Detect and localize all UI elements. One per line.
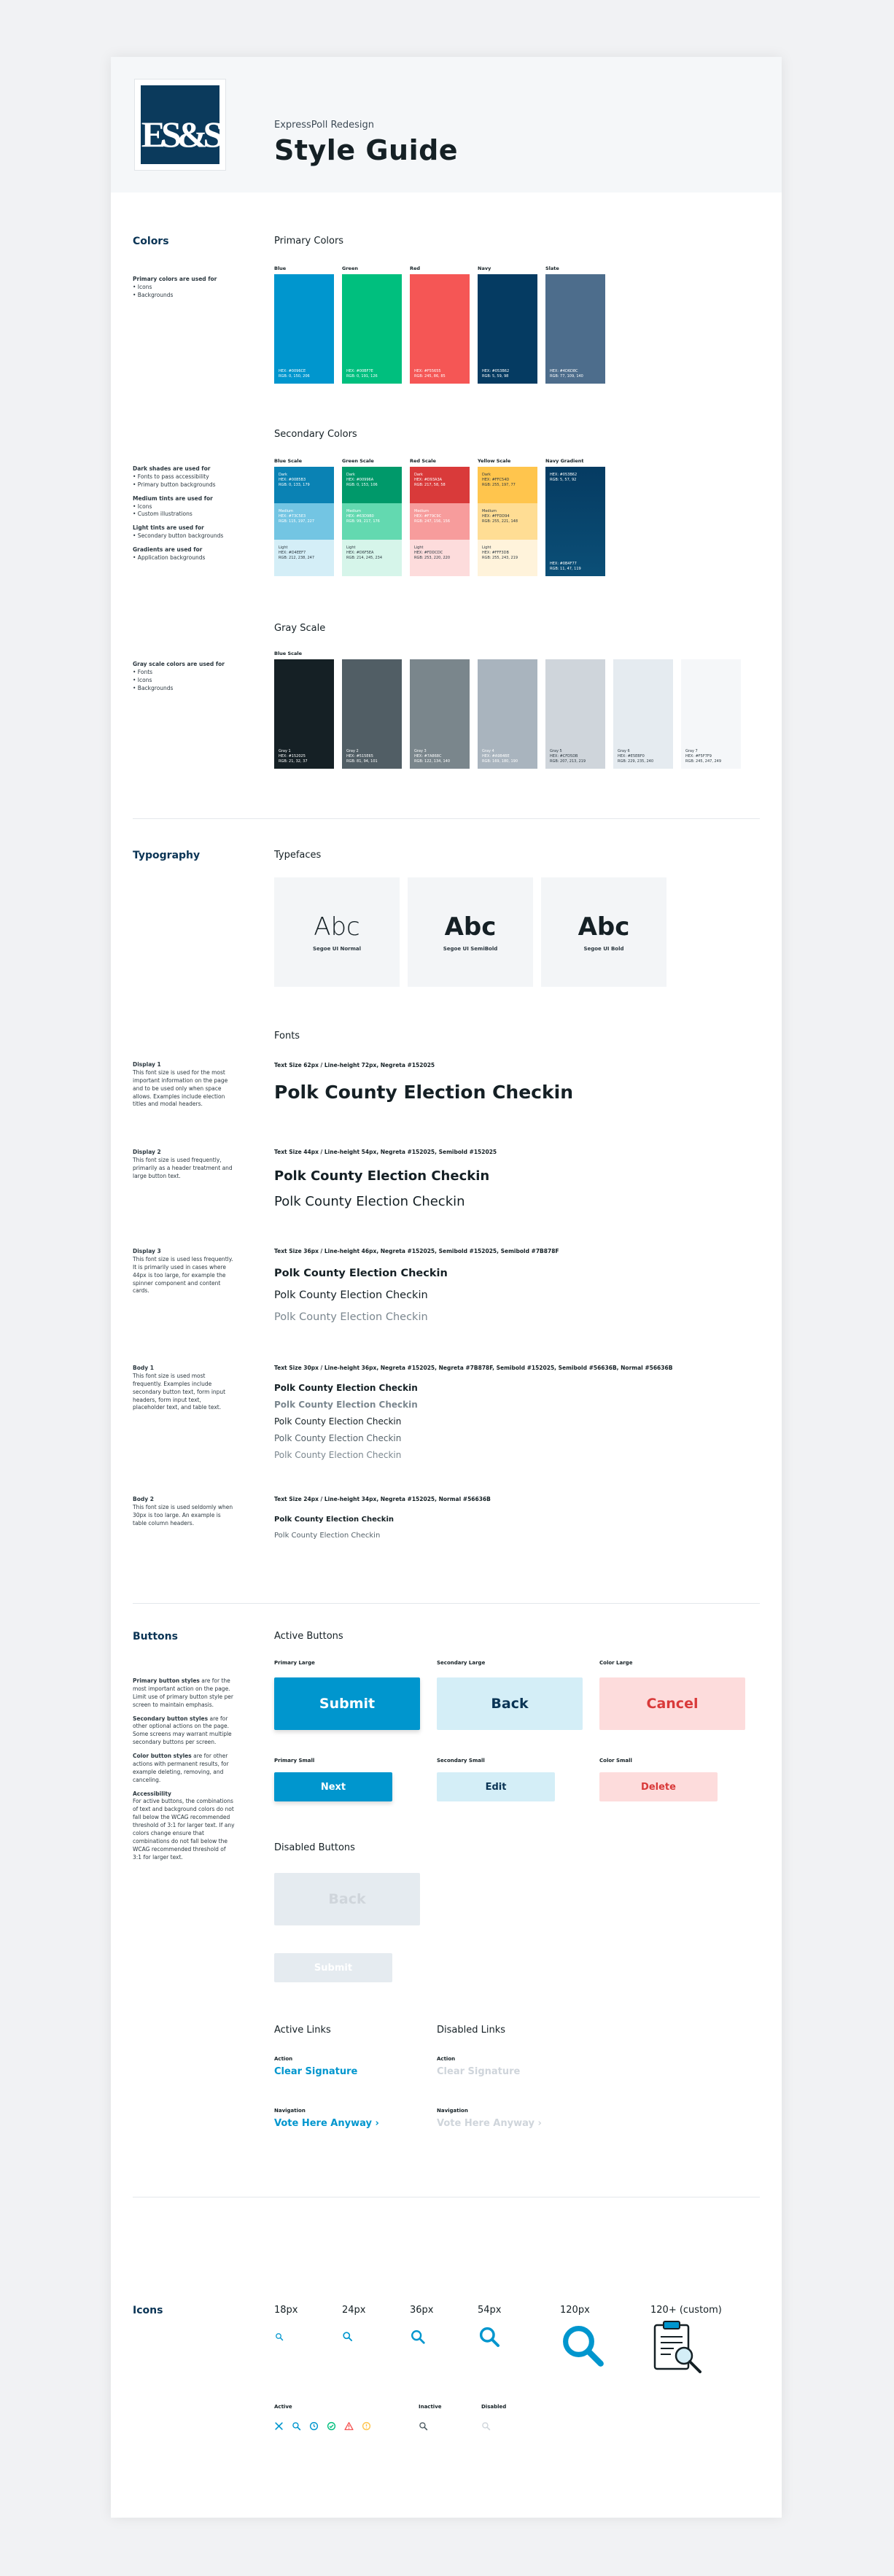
clipboard-search-icon	[652, 2319, 704, 2373]
note-items: • Secondary button backgrounds	[133, 532, 224, 540]
alert-circle-icon	[362, 2421, 371, 2431]
note-gap	[133, 540, 235, 546]
swatch-color	[478, 274, 537, 384]
swatch-hex: HEX: #00BF7E	[346, 369, 373, 373]
typeface-sample: Abc	[578, 912, 630, 942]
scale-cell-hex: HEX: #0085B3	[279, 477, 306, 482]
navigation-label: Navigation	[274, 2108, 306, 2114]
display-2-note	[133, 1149, 235, 1181]
secondary-swatches	[274, 458, 605, 576]
gray-scale-note	[133, 661, 235, 693]
gray-swatch	[613, 659, 673, 769]
note-lead: Dark shades are used for	[133, 465, 211, 472]
primary-large-label: Primary Large	[274, 1660, 315, 1666]
active-links-heading: Active Links	[274, 2025, 331, 2036]
typeface-label: Segoe UI SemiBold	[443, 946, 498, 952]
search-icon	[419, 2421, 428, 2431]
gray-swatch-hex: HEX: #7A868C	[414, 754, 442, 759]
note-lead: Gradients are used for	[133, 546, 203, 553]
color-scale	[478, 458, 537, 576]
scale-cell-hex: HEX: #D93A3A	[414, 477, 443, 482]
gray-swatch-values	[346, 749, 378, 764]
scale-cell-hex: HEX: #00996A	[346, 477, 374, 482]
display-3-sample: Polk County Election Checkin	[274, 1311, 428, 1323]
link-label: Vote Here Anyway	[274, 2118, 372, 2129]
secondary-colors-heading: Secondary Colors	[274, 429, 357, 440]
scale-cell-label: Medium	[346, 509, 361, 513]
display-2-sample: Polk County Election Checkin	[274, 1194, 465, 1209]
display-2-sample: Polk County Election Checkin	[274, 1168, 490, 1184]
gradient-bottom-rgb: RGB: 11, 47, 119	[550, 567, 581, 571]
scale-name: Green Scale	[342, 458, 374, 464]
swatch-color	[545, 274, 605, 384]
delete-button[interactable]: Delete	[599, 1772, 718, 1801]
gradient-bottom-hex: HEX: #0B4F77	[550, 562, 577, 566]
typeface-label: Segoe UI Normal	[312, 946, 362, 952]
scale-colors	[478, 467, 537, 576]
note-lead: Secondary button styles	[133, 1715, 209, 1722]
check-circle-icon	[327, 2421, 336, 2431]
gray-swatch-hex: HEX: #F5F7F9	[685, 754, 712, 759]
scale-cell-values	[482, 546, 518, 560]
color-scale	[545, 458, 605, 576]
display-1-note	[133, 1061, 235, 1109]
color-scale	[342, 458, 402, 576]
primary-swatches	[274, 265, 605, 384]
gray-group-label: Blue Scale	[274, 651, 303, 656]
note-items: • Icons • Backgrounds	[133, 283, 174, 298]
gray-swatch-hex: HEX: #CFD5DB	[550, 754, 578, 759]
swatch-rgb: RGB: 77, 109, 140	[550, 374, 583, 379]
note-text: are for other optional actions on the page. Some screens may warrant multiple secondary buttons per screen.	[133, 1715, 232, 1746]
buttons-section-title: Buttons	[133, 1631, 178, 1642]
typeface-sample: Abc	[444, 912, 497, 942]
divider	[133, 818, 760, 819]
scale-cell-rgb: RGB: 247, 156, 156	[414, 519, 451, 524]
chevron-right-icon: ›	[375, 2118, 379, 2129]
body-2-note	[133, 1496, 235, 1528]
display-3-spec: Text Size 36px / Line-height 46px, Negreta #152025, Semibold #152025, Semibold #7B878F	[274, 1248, 559, 1254]
scale-colors	[274, 467, 334, 576]
navigation-label: Navigation	[437, 2108, 468, 2114]
scale-name: Navy Gradient	[545, 458, 584, 464]
gray-scale-heading: Gray Scale	[274, 623, 326, 634]
gray-swatch-rgb: RGB: 207, 213, 219	[550, 759, 586, 764]
buttons-note	[133, 1677, 235, 1861]
warning-icon	[344, 2421, 354, 2431]
color-swatch	[410, 265, 470, 384]
app-name: ExpressPoll Redesign	[274, 120, 375, 131]
gray-swatch-name: Gray 4	[482, 749, 494, 753]
note-paragraph	[133, 1715, 235, 1747]
scale-cell-values	[279, 473, 310, 487]
gray-swatch	[478, 659, 537, 769]
gray-swatch-hex: HEX: #515E65	[346, 754, 373, 759]
swatch-name: Green	[342, 265, 358, 271]
scale-cell-values	[414, 509, 450, 524]
swatch-hex: HEX: #053B62	[482, 369, 510, 373]
swatch-values	[550, 369, 583, 379]
gradient-top-hex: HEX: #053B62	[550, 473, 578, 477]
note-lead: Gray scale colors are used for	[133, 661, 225, 667]
scale-cell-rgb: RGB: 99, 217, 176	[346, 519, 380, 524]
style-name: Body 2	[133, 1496, 154, 1502]
scale-name: Red Scale	[410, 458, 436, 464]
action-label: Action	[437, 2056, 456, 2062]
secondary-small-label: Secondary Small	[437, 1758, 485, 1764]
scale-cell	[274, 467, 334, 503]
typeface-sample: Abc	[314, 912, 360, 942]
scale-colors	[545, 467, 605, 576]
gray-swatch-values	[414, 749, 450, 764]
scale-cell-values	[414, 546, 450, 560]
active-buttons-heading: Active Buttons	[274, 1631, 343, 1642]
scale-cell-rgb: RGB: 217, 58, 58	[414, 482, 446, 487]
clear-signature-link[interactable]: Clear Signature	[274, 2066, 358, 2077]
search-icon	[292, 2421, 301, 2431]
gray-swatch	[410, 659, 470, 769]
close-icon	[274, 2421, 284, 2431]
scale-cell-rgb: RGB: 115, 197, 227	[279, 519, 315, 524]
icon-size-label: 36px	[410, 2305, 434, 2316]
style-desc: This font size is used most frequently. Examples include secondary button text, form input headers, form input text, placeholder text, and table text.	[133, 1372, 226, 1411]
disabled-icons-label: Disabled	[481, 2404, 507, 2410]
scale-cell-label: Light	[414, 546, 424, 550]
note-items: • Fonts to pass accessibility • Primary button backgrounds	[133, 473, 216, 488]
disabled-back-button[interactable]: Back	[274, 1873, 420, 1925]
typeface-card	[408, 877, 533, 987]
scale-cell-label: Dark	[414, 473, 423, 477]
search-icon	[342, 2331, 353, 2342]
swatch-color	[274, 274, 334, 384]
gray-swatch-rgb: RGB: 122, 134, 140	[414, 759, 451, 764]
color-scale	[410, 458, 470, 576]
typeface-card	[541, 877, 666, 987]
scale-cell-values	[346, 509, 380, 524]
gradient-bottom-values	[550, 562, 581, 572]
body-2-spec: Text Size 24px / Line-height 34px, Negreta #152025, Normal #56636B	[274, 1496, 491, 1502]
scale-cell-label: Medium	[279, 509, 293, 513]
gray-swatch-name: Gray 2	[346, 749, 359, 753]
swatch-rgb: RGB: 245, 86, 85	[414, 374, 446, 379]
gray-swatch-hex: HEX: #152025	[279, 754, 306, 759]
swatch-values	[279, 369, 310, 379]
gray-swatch-values	[618, 749, 653, 764]
next-button[interactable]: Next	[274, 1772, 392, 1801]
note-items: • Icons • Custom illustrations	[133, 503, 193, 518]
swatch-name: Blue	[274, 265, 287, 271]
gray-swatch-rgb: RGB: 21, 32, 37	[279, 759, 308, 764]
note-text: For active buttons, the combinations of text and background colors do not fall below the WCAG recommended threshold of 3:1 for larger text. If any colors change ensure that combinations do not fall below the WCAG recommended threshold of 3:1 for larger text.	[133, 1798, 235, 1861]
gray-swatch	[274, 659, 334, 769]
color-swatch	[342, 265, 402, 384]
inactive-icons-label: Inactive	[419, 2404, 442, 2410]
swatch-name: Red	[410, 265, 421, 271]
gray-swatch-rgb: RGB: 169, 180, 190	[482, 759, 518, 764]
scale-cell	[274, 503, 334, 540]
gray-swatch-rgb: RGB: 81, 94, 101	[346, 759, 378, 764]
scale-cell	[410, 540, 470, 576]
gray-swatch-rgb: RGB: 245, 247, 249	[685, 759, 722, 764]
gray-swatch-values	[482, 749, 518, 764]
edit-button[interactable]: Edit	[437, 1772, 555, 1801]
gray-swatch-values	[550, 749, 586, 764]
gray-swatch-name: Gray 5	[550, 749, 562, 753]
scale-cell-hex: HEX: #FDDCDC	[414, 550, 443, 555]
search-icon	[478, 2325, 501, 2348]
note-text: are for other actions with permanent results, for example deleting, removing, and canceling.	[133, 1753, 229, 1783]
note-lead: Accessibility	[133, 1790, 171, 1797]
icons-section-title: Icons	[133, 2305, 163, 2316]
gray-swatch-name: Gray 6	[618, 749, 630, 753]
display-1-spec: Text Size 62px / Line-height 72px, Negreta #152025	[274, 1062, 435, 1068]
body-1-sample: Polk County Election Checkin	[274, 1383, 418, 1393]
swatch-color	[410, 274, 470, 384]
body-2-sample: Polk County Election Checkin	[274, 1516, 394, 1524]
swatch-rgb: RGB: 5, 59, 98	[482, 374, 509, 379]
typography-section-title: Typography	[133, 850, 201, 861]
scale-name: Blue Scale	[274, 458, 303, 464]
typeface-label: Segoe UI Bold	[583, 946, 624, 952]
swatch-color	[342, 274, 402, 384]
gray-swatch	[342, 659, 402, 769]
scale-cell-values	[482, 473, 516, 487]
scale-cell	[478, 503, 537, 540]
style-name: Display 2	[133, 1149, 161, 1155]
scale-cell	[410, 503, 470, 540]
scale-cell-label: Medium	[414, 509, 429, 513]
icon-size-label: 120+ (custom)	[650, 2305, 722, 2316]
scale-cell-values	[346, 546, 382, 560]
divider	[133, 1603, 760, 1604]
note-lead: Color button styles	[133, 1753, 192, 1759]
swatch-name: Navy	[478, 265, 491, 271]
style-desc: This font size is used seldomly when 30px is too large. An example is table column headers.	[133, 1503, 233, 1526]
scale-cell	[410, 467, 470, 503]
scale-cell-hex: HEX: #63D9B0	[346, 513, 374, 519]
search-icon	[481, 2421, 491, 2431]
primary-colors-note	[133, 276, 235, 300]
gray-swatch-name: Gray 7	[685, 749, 698, 753]
gray-swatch-name: Gray 1	[279, 749, 291, 753]
action-label: Action	[274, 2056, 293, 2062]
style-name: Display 3	[133, 1248, 161, 1254]
scale-cell-hex: HEX: #D6F5EA	[346, 550, 374, 555]
active-icons-label: Active	[274, 2404, 292, 2410]
icon-size-label: 120px	[560, 2305, 590, 2316]
color-scale	[274, 458, 334, 576]
scale-cell-rgb: RGB: 253, 220, 220	[414, 555, 451, 560]
display-1-sample: Polk County Election Checkin	[274, 1082, 573, 1103]
scale-cell-rgb: RGB: 0, 133, 179	[279, 482, 310, 487]
scale-cell-hex: HEX: #FFDD94	[482, 513, 510, 519]
color-large-label: Color Large	[599, 1660, 633, 1666]
scale-cell-rgb: RGB: 212, 238, 247	[279, 555, 315, 560]
chevron-right-icon: ›	[537, 2118, 542, 2129]
scale-cell	[478, 540, 537, 576]
gray-swatch	[681, 659, 741, 769]
clock-icon	[309, 2421, 319, 2431]
disabled-buttons-heading: Disabled Buttons	[274, 1842, 355, 1853]
submit-button[interactable]: Submit	[274, 1677, 420, 1730]
scale-cell-rgb: RGB: 255, 221, 148	[482, 519, 518, 524]
scale-cell-label: Dark	[482, 473, 491, 477]
scale-cell-values	[279, 509, 314, 524]
scale-cell-rgb: RGB: 255, 197, 77	[482, 482, 516, 487]
gray-swatch-values	[685, 749, 721, 764]
body-1-sample: Polk County Election Checkin	[274, 1450, 402, 1460]
scale-cell-hex: HEX: #FFF3DB	[482, 550, 509, 555]
primary-small-label: Primary Small	[274, 1758, 315, 1764]
scale-cell-label: Light	[482, 546, 491, 550]
scale-cell	[342, 540, 402, 576]
scale-cell-label: Light	[279, 546, 288, 550]
scale-cell	[274, 540, 334, 576]
typeface-card	[274, 877, 400, 987]
display-2-spec: Text Size 44px / Line-height 54px, Negreta #152025, Semibold #152025	[274, 1149, 497, 1155]
scale-cell-label: Medium	[482, 509, 497, 513]
style-name: Display 1	[133, 1061, 161, 1068]
color-small-label: Color Small	[599, 1758, 632, 1764]
swatch-values	[414, 369, 446, 379]
swatch-name: Slate	[545, 265, 559, 271]
body-1-sample: Polk County Election Checkin	[274, 1416, 402, 1427]
swatch-hex: HEX: #4D6D8C	[550, 369, 578, 373]
gradient-top-rgb: RGB: 5, 57, 92	[550, 477, 577, 482]
scale-cell-values	[414, 473, 446, 487]
header	[111, 57, 782, 193]
swatch-values	[482, 369, 509, 379]
gray-swatch-values	[279, 749, 308, 764]
gray-swatch	[545, 659, 605, 769]
scale-cell-values	[482, 509, 518, 524]
swatch-rgb: RGB: 0, 191, 126	[346, 374, 378, 379]
color-swatch	[274, 265, 334, 384]
primary-colors-heading: Primary Colors	[274, 236, 344, 247]
scale-cell-hex: HEX: #FFC54D	[482, 477, 510, 482]
disabled-links-heading: Disabled Links	[437, 2025, 506, 2036]
icon-size-label: 24px	[342, 2305, 366, 2316]
gradient-top-values	[550, 473, 577, 483]
scale-colors	[342, 467, 402, 576]
note-items: • Application backgrounds	[133, 554, 206, 561]
typefaces-heading: Typefaces	[274, 850, 322, 861]
note-paragraph	[133, 1791, 235, 1862]
note-lead: Light tints are used for	[133, 524, 204, 532]
swatch-hex: HEX: #F55655	[414, 369, 441, 373]
note-paragraph	[133, 1677, 235, 1710]
company-logo	[134, 79, 226, 171]
scale-cell-values	[279, 546, 314, 560]
color-swatch	[478, 265, 537, 384]
typefaces-row	[274, 877, 666, 987]
color-swatch	[545, 265, 605, 384]
note-lead: Primary button styles	[133, 1677, 200, 1684]
fonts-heading: Fonts	[274, 1031, 300, 1041]
style-guide-sheet	[111, 57, 782, 2518]
scale-cell-label: Light	[346, 546, 356, 550]
swatch-values	[346, 369, 378, 379]
scale-cell-label: Dark	[346, 473, 355, 477]
scale-cell-hex: HEX: #D4EEF7	[279, 550, 306, 555]
scale-cell-rgb: RGB: 214, 245, 234	[346, 555, 383, 560]
gray-swatch-hex: HEX: #E5EBF0	[618, 754, 645, 759]
link-label: Vote Here Anyway	[437, 2118, 535, 2129]
body-1-sample: Polk County Election Checkin	[274, 1400, 418, 1410]
search-icon	[410, 2329, 426, 2345]
disabled-submit-button[interactable]: Submit	[274, 1953, 392, 1982]
gray-swatches	[274, 659, 741, 769]
svg-text:ES&S: ES&S	[141, 114, 219, 155]
note-paragraph	[133, 1753, 235, 1785]
icon-size-label: 18px	[274, 2305, 298, 2316]
secondary-large-label: Secondary Large	[437, 1660, 486, 1666]
scale-cell	[342, 467, 402, 503]
scale-cell-label: Dark	[279, 473, 287, 477]
note-lead: Primary colors are used for	[133, 276, 217, 282]
cancel-button[interactable]: Cancel	[599, 1677, 745, 1730]
scale-cell-hex: HEX: #73C5E3	[279, 513, 306, 519]
secondary-colors-note	[133, 465, 235, 562]
scale-colors	[410, 467, 470, 576]
icon-size-label: 54px	[478, 2305, 502, 2316]
swatch-rgb: RGB: 0, 150, 206	[279, 374, 310, 379]
style-desc: This font size is used for the most important information on the page and to be used only when space allows. Examples include election titles and modal headers.	[133, 1068, 228, 1108]
vote-here-anyway-link[interactable]	[274, 2118, 379, 2129]
body-1-note	[133, 1365, 235, 1412]
note-text: are for the most important action on the page. Limit use of primary button style per screen to maintain emphasis.	[133, 1677, 233, 1708]
page-title: Style Guide	[274, 134, 459, 166]
style-desc: This font size is used less frequently. It is primarily used in cases where 44px is too large, for example the spinner component and content cards.	[133, 1255, 233, 1295]
back-button[interactable]: Back	[437, 1677, 583, 1730]
display-3-sample: Polk County Election Checkin	[274, 1268, 448, 1279]
body-1-spec: Text Size 30px / Line-height 36px, Negreta #152025, Negreta #7B878F, Semibold #152025, Semibold #56636B, Normal #56636B	[274, 1365, 673, 1371]
note-items: • Fonts • Icons • Backgrounds	[133, 668, 174, 691]
scale-cell-rgb: RGB: 0, 153, 106	[346, 482, 378, 487]
search-icon	[275, 2332, 284, 2341]
swatch-hex: HEX: #0096CE	[279, 369, 306, 373]
scale-cell-values	[346, 473, 378, 487]
scale-cell	[342, 503, 402, 540]
gray-swatch-hex: HEX: #A9B4BE	[482, 754, 510, 759]
body-1-sample: Polk County Election Checkin	[274, 1433, 402, 1443]
style-desc: This font size is used frequently, primarily as a header treatment and large button text.	[133, 1156, 233, 1179]
note-lead: Medium tints are used for	[133, 494, 213, 502]
disabled-clear-signature-link[interactable]: Clear Signature	[437, 2066, 521, 2077]
scale-name: Yellow Scale	[478, 458, 511, 464]
body-2-sample: Polk County Election Checkin	[274, 1532, 381, 1540]
display-3-sample: Polk County Election Checkin	[274, 1289, 428, 1301]
scale-cell-hex: HEX: #F79C9C	[414, 513, 442, 519]
note-gap	[133, 519, 235, 524]
note-gap	[133, 489, 235, 495]
gray-swatch-rgb: RGB: 229, 235, 240	[618, 759, 654, 764]
scale-cell	[478, 467, 537, 503]
display-3-note	[133, 1248, 235, 1295]
gray-swatch-name: Gray 3	[414, 749, 427, 753]
scale-cell-rgb: RGB: 255, 243, 219	[482, 555, 518, 560]
colors-section-title: Colors	[133, 236, 169, 247]
disabled-vote-here-anyway-link[interactable]	[437, 2118, 542, 2129]
style-name: Body 1	[133, 1365, 154, 1371]
search-icon	[559, 2321, 607, 2370]
